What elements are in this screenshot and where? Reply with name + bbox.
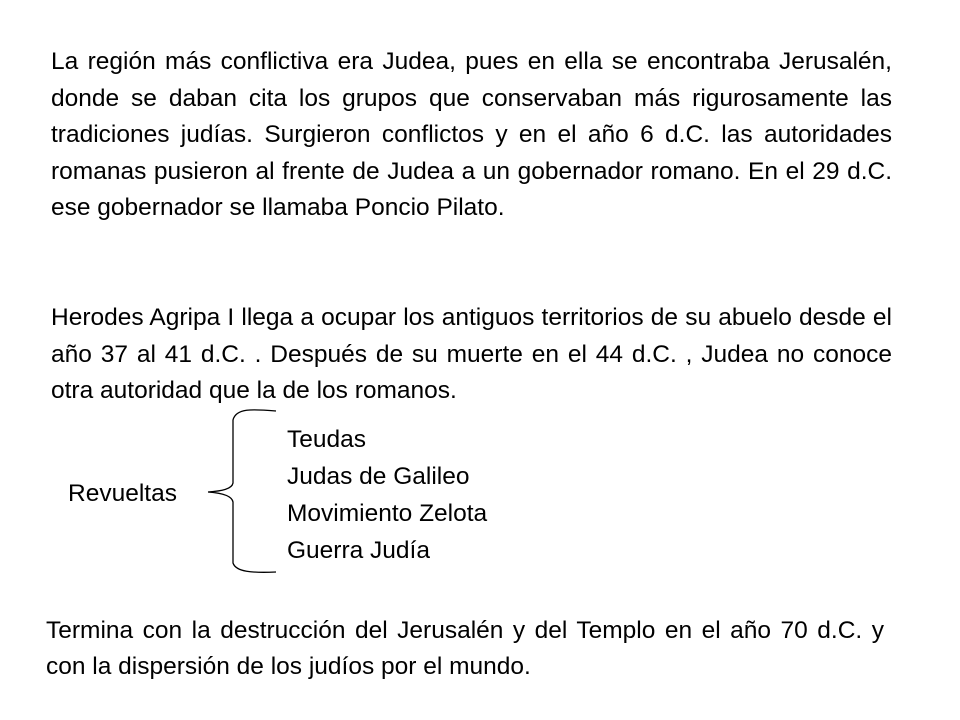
paragraph-judea: La región más conflictiva era Judea, pues en ella se encontraba Jerusalén, donde se daban cita los grupos que conservaban más rigurosamente las tradiciones judías. Surgieron conflictos y en el año 6 d.C. las autoridades romanas pusieron al frente de Judea a un gobernador romano. En el 29 d.C. ese gobernador se llamaba Poncio Pilato.	[51, 48, 892, 222]
revuelta-item-teudas: Teudas	[287, 426, 367, 453]
revueltas-label: Revueltas	[68, 480, 177, 507]
revuelta-item-zelota: Movimiento Zelota	[287, 500, 488, 527]
paragraph-herodes: Herodes Agripa I llega a ocupar los antiguos territorios de su abuelo desde el año 37 al 41 d.C. . Después de su muerte en el 44 d.C. , Judea no conoce otra autoridad que la de los romanos.	[51, 304, 892, 405]
revuelta-item-guerra: Guerra Judía	[287, 537, 430, 564]
paragraph-final: Termina con la destrucción del Jerusalén y del Templo en el año 70 d.C. y con la dispersión de los judíos por el mundo.	[46, 617, 884, 681]
revuelta-item-judas: Judas de Galileo	[287, 463, 470, 490]
